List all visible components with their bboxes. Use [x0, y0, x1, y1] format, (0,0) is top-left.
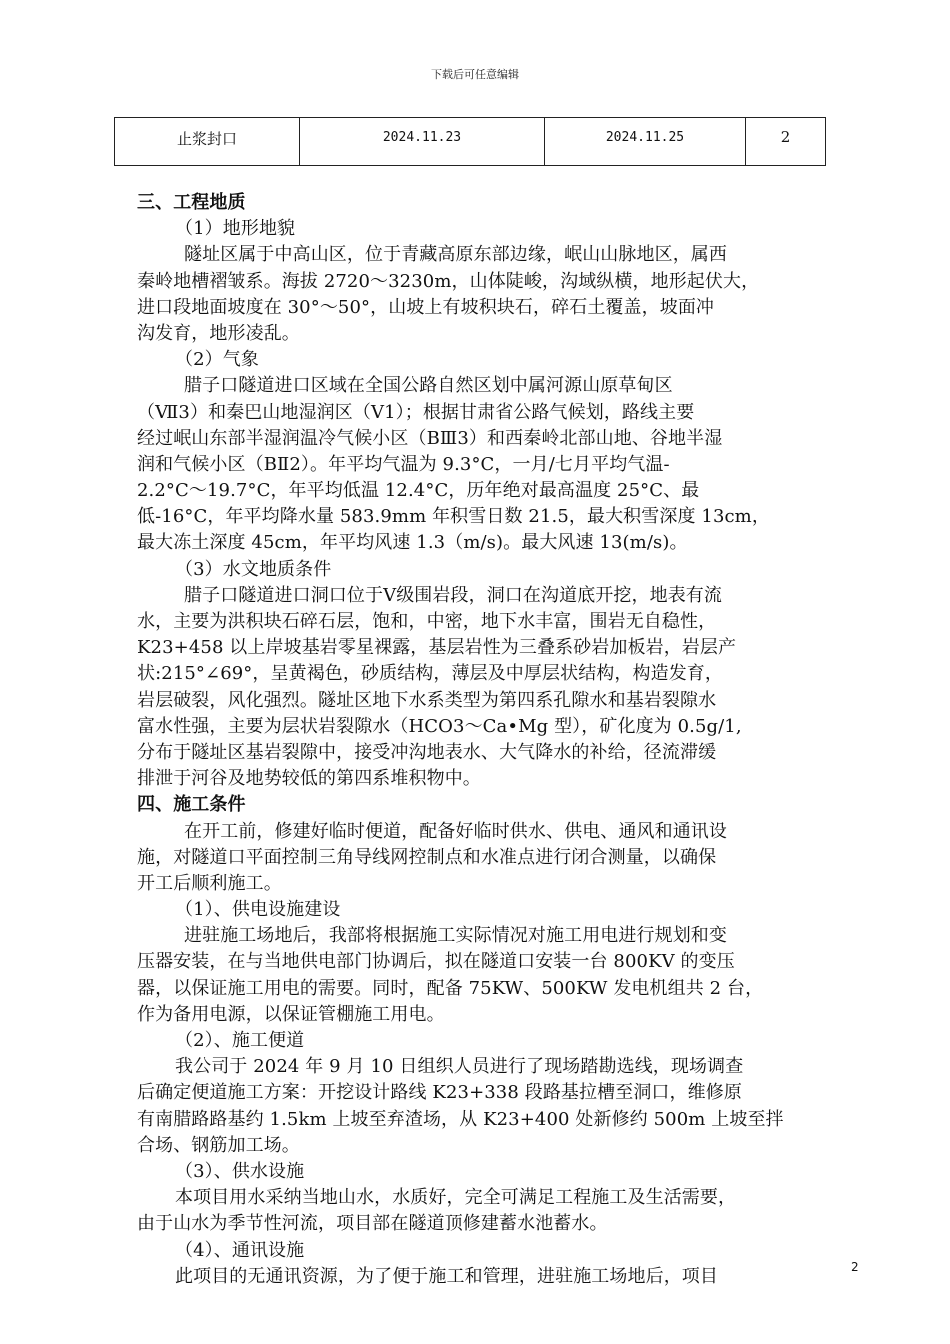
- paragraph-line: 本项目用水采纳当地山水，水质好，完全可满足工程施工及生活需要，: [175, 1187, 737, 1209]
- paragraph-line: 由于山水为季节性河流，项目部在隧道顶修建蓄水池蓄水。: [137, 1213, 608, 1235]
- subheading-communications: （4）、通讯设施: [175, 1239, 305, 1261]
- paragraph-line: 进驻施工场地后，我部将根据施工实际情况对施工用电进行规划和变: [184, 925, 727, 947]
- paragraph-line: 压器安装，在与当地供电部门协调后，拟在隧道口安装一台 800KV 的变压: [137, 951, 735, 973]
- duration-cell: 2: [746, 118, 826, 166]
- paragraph-line: 富水性强，主要为层状岩裂隙水（HCO3～Ca•Mg 型），矿化度为 0.5g/1,: [137, 715, 742, 737]
- paragraph-line: 后确定便道施工方案：开挖设计路线 K23+338 段路基拉槽至洞口，维修原: [137, 1082, 742, 1104]
- paragraph-line: 施，对隧道口平面控制三角导线网控制点和水准点进行闭合测量，以确保: [137, 846, 717, 868]
- paragraph-line: 器，以保证施工用电的需要。同时，配备 75KW、500KW 发电机组共 2 台，: [137, 977, 764, 999]
- paragraph-line: 作为备用电源，以保证管棚施工用电。: [137, 1003, 445, 1025]
- paragraph-line: 此项目的无通讯资源，为了便于施工和管理，进驻施工场地后，项目: [175, 1265, 718, 1287]
- subheading-power: （1）、供电设施建设: [175, 899, 341, 921]
- section-heading-geology: 三、工程地质: [137, 192, 246, 213]
- paragraph-line: 开工后顺利施工。: [137, 872, 282, 894]
- paragraph-line: 隧址区属于中高山区，位于青藏高原东部边缘，岷山山脉地区，属西: [184, 244, 727, 266]
- paragraph-line: 2.2°C～19.7°C，年平均低温 12.4°C，历年绝对最高温度 25°C、最: [137, 480, 700, 502]
- paragraph-line: 最大冻土深度 45cm，年平均风速 1.3（m/s)。最大风速 13(m/s)。: [137, 532, 688, 554]
- subheading-access-road: （2）、施工便道: [175, 1030, 305, 1051]
- schedule-table: [114, 117, 826, 166]
- paragraph-line: 我公司于 2024 年 9 月 10 日组织人员进行了现场踏勘选线，现场调查: [175, 1056, 744, 1078]
- paragraph-line: （Ⅶ3）和秦巴山地湿润区（Ⅴ1）；根据甘肃省公路气候划，路线主要: [137, 401, 695, 423]
- paragraph-line: 腊子口隧道进口洞口位于Ⅴ级围岩段，洞口在沟道底开挖，地表有流: [184, 584, 722, 606]
- paragraph-line: 排泄于河谷及地势较低的第四系堆积物中。: [137, 768, 481, 790]
- subheading-hydrogeology: （3）水文地质条件: [175, 558, 332, 580]
- table-row: [115, 118, 826, 166]
- page-number: 2: [851, 1260, 859, 1274]
- paragraph-line: 在开工前，修建好临时便道，配备好临时供水、供电、通风和通讯设: [184, 820, 727, 842]
- subheading-terrain: （1）地形地貌: [175, 218, 296, 240]
- paragraph-line: 沟发育，地形凌乱。: [137, 322, 300, 344]
- header-note: 下载后可任意编辑: [431, 68, 519, 81]
- paragraph-line: 进口段地面坡度在 30°～50°，山坡上有坡积块石，碎石土覆盖，坡面冲: [137, 296, 715, 318]
- paragraph-line: 经过岷山东部半湿润温冷气候小区（BⅢ3）和西秦岭北部山地、谷地半湿: [137, 427, 723, 449]
- paragraph-line: 分布于隧址区基岩裂隙中，接受冲沟地表水、大气降水的补给，径流滞缓: [137, 741, 717, 763]
- subheading-water-supply: （3）、供水设施: [175, 1160, 305, 1182]
- paragraph-line: 合场、钢筋加工场。: [137, 1134, 300, 1156]
- paragraph-line: 腊子口隧道进口区域在全国公路自然区划中属河源山原草甸区: [184, 375, 673, 397]
- paragraph-line: 水，主要为洪积块石碎石层，饱和，中密，地下水丰富，围岩无自稳性，: [137, 611, 717, 632]
- subheading-climate: （2）气象: [175, 349, 259, 371]
- document-body: [137, 190, 859, 1290]
- paragraph-line: K23+458 以上岸坡基岩零星裸露，基层岩性为三叠系砂岩加板岩，岩层产: [137, 637, 737, 659]
- paragraph-line: 状:215°∠69°，呈黄褐色，砂质结构，薄层及中厚层状结构，构造发育，: [137, 663, 724, 685]
- paragraph-line: 低-16°C，年平均降水量 583.9mm 年积雪日数 21.5，最大积雪深度 13cm，: [137, 506, 770, 528]
- paragraph-line: 岩层破裂，风化强烈。隧址区地下水系类型为第四系孔隙水和基岩裂隙水: [137, 689, 717, 711]
- paragraph-line: 有南腊路路基约 1.5km 上坡至弃渣场，从 K23+400 处新修约 500m 上坡至拌: [137, 1108, 784, 1130]
- paragraph-line: 秦岭地槽褶皱系。海拔 2720～3230m，山体陡峻，沟域纵横，地形起伏大，: [137, 270, 760, 292]
- start-date-cell: 2024.11.23: [300, 118, 545, 166]
- section-heading-conditions: 四、施工条件: [137, 794, 246, 816]
- paragraph-line: 润和气候小区（BⅡ2）。年平均气温为 9.3°C，一月/七月平均气温-: [137, 453, 670, 475]
- end-date-cell: 2024.11.25: [545, 118, 746, 166]
- task-name-cell: 止浆封口: [115, 118, 300, 166]
